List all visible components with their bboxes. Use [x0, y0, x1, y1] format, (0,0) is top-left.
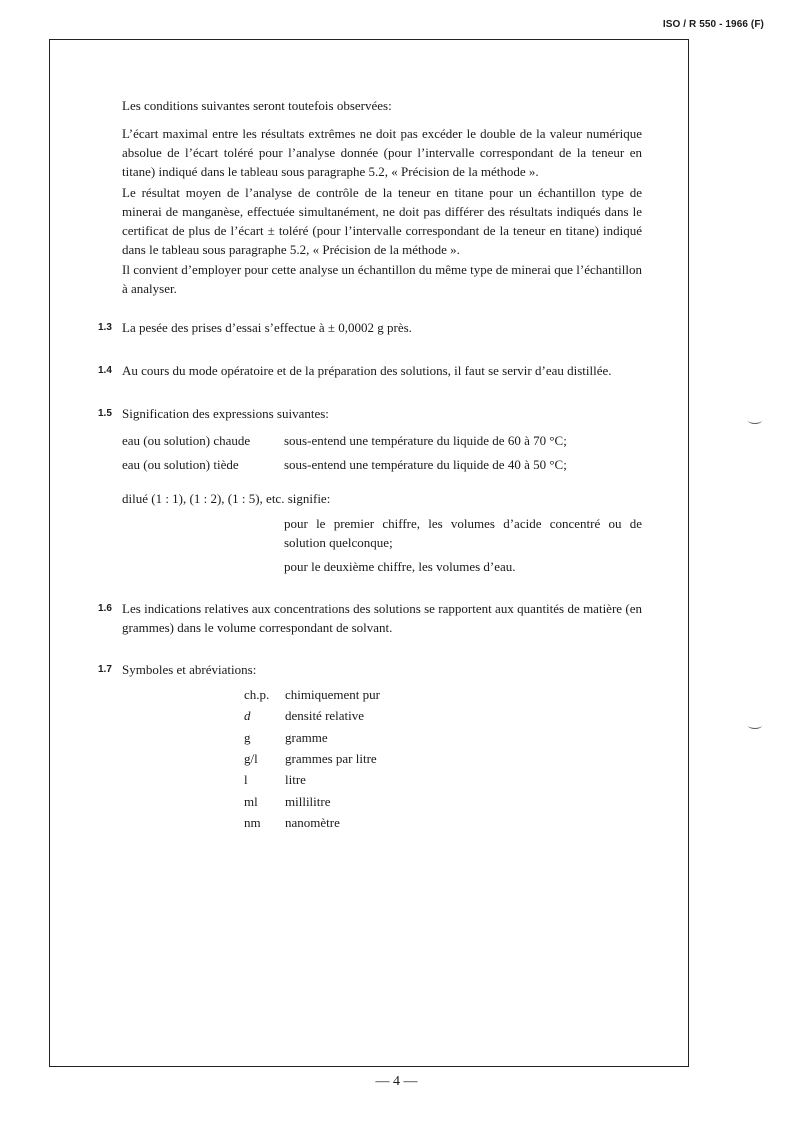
symbol-meaning: millilitre	[285, 794, 331, 809]
margin-punch-mark	[748, 417, 762, 424]
dilution-lead: dilué (1 : 1), (1 : 2), (1 : 5), etc. signifie:	[122, 491, 331, 506]
margin-punch-mark	[748, 722, 762, 729]
symbol-meaning: litre	[285, 772, 306, 787]
section-1-5-title: Signification des expressions suivantes:	[122, 406, 329, 421]
symbol-meaning: grammes par litre	[285, 751, 377, 766]
dilution-second-figure: pour le deuxième chiffre, les volumes d’eau.	[284, 559, 516, 574]
intro-paragraph-3: Il convient d’employer pour cette analyse un échantillon du même type de minerai que l’échantillon à analyser.	[122, 262, 642, 296]
symbol-meaning: gramme	[285, 730, 328, 745]
term-warm: eau (ou solution) tiède	[122, 457, 239, 472]
intro-paragraph-2: Le résultat moyen de l’analyse de contrôle de la teneur en titane pour un échantillon type de minerai de manganèse, effectuée simultanément, ne doit pas différer des résultats indiqués dans le certificat de plus de l’écart ± toléré (pour l’intervalle correspondant de la teneur en titane) indiqué dans le tableau sous paragraphe 5.2, « Précision de la méthode ».	[122, 185, 642, 257]
section-number-1-3: 1.3	[98, 322, 112, 333]
symbol-abbr: g/l	[244, 751, 258, 766]
symbol-meaning: densité relative	[285, 708, 365, 723]
section-1-4-text: Au cours du mode opératoire et de la préparation des solutions, il faut se servir d’eau distillée.	[122, 363, 612, 378]
definition-hot: sous-entend une température du liquide de 60 à 70 °C;	[284, 433, 567, 448]
section-number-1-6: 1.6	[98, 603, 112, 614]
intro-lead: Les conditions suivantes seront toutefois observées:	[122, 98, 392, 113]
dilution-first-figure: pour le premier chiffre, les volumes d’acide concentré ou de solution quelconque;	[284, 516, 642, 550]
term-hot: eau (ou solution) chaude	[122, 433, 251, 448]
symbol-meaning: chimiquement pur	[285, 687, 380, 702]
section-number-1-7: 1.7	[98, 664, 112, 675]
intro-paragraph-1: L’écart maximal entre les résultats extrêmes ne doit pas excéder le double de la valeur numérique absolue de l’écart toléré pour l’analyse donnée (pour l’intervalle correspondant de la teneur en titane) indiqué dans le tableau sous paragraphe 5.2, « Précision de la méthode ».	[122, 126, 642, 179]
section-1-6-text: Les indications relatives aux concentrations des solutions se rapportent aux quantités de matière (en grammes) dans le volume correspondant de solvant.	[122, 601, 642, 635]
symbol-abbr: nm	[244, 815, 261, 830]
page-number: — 4 —	[375, 1074, 418, 1089]
section-number-1-5: 1.5	[98, 408, 112, 419]
section-1-7-title: Symboles et abréviations:	[122, 662, 257, 677]
section-1-3-text: La pesée des prises d’essai s’effectue à ± 0,0002 g près.	[122, 320, 412, 335]
symbol-abbr: l	[244, 772, 248, 787]
symbol-meaning: nanomètre	[285, 815, 340, 830]
document-header: ISO / R 550 - 1966 (F)	[662, 19, 764, 30]
section-number-1-4: 1.4	[98, 365, 112, 376]
symbol-abbr: ml	[244, 794, 258, 809]
symbol-abbr: g	[244, 730, 251, 745]
symbol-abbr: ch.p.	[244, 687, 270, 702]
symbol-abbr: d	[244, 708, 251, 723]
definition-warm: sous-entend une température du liquide de 40 à 50 °C;	[284, 457, 567, 472]
